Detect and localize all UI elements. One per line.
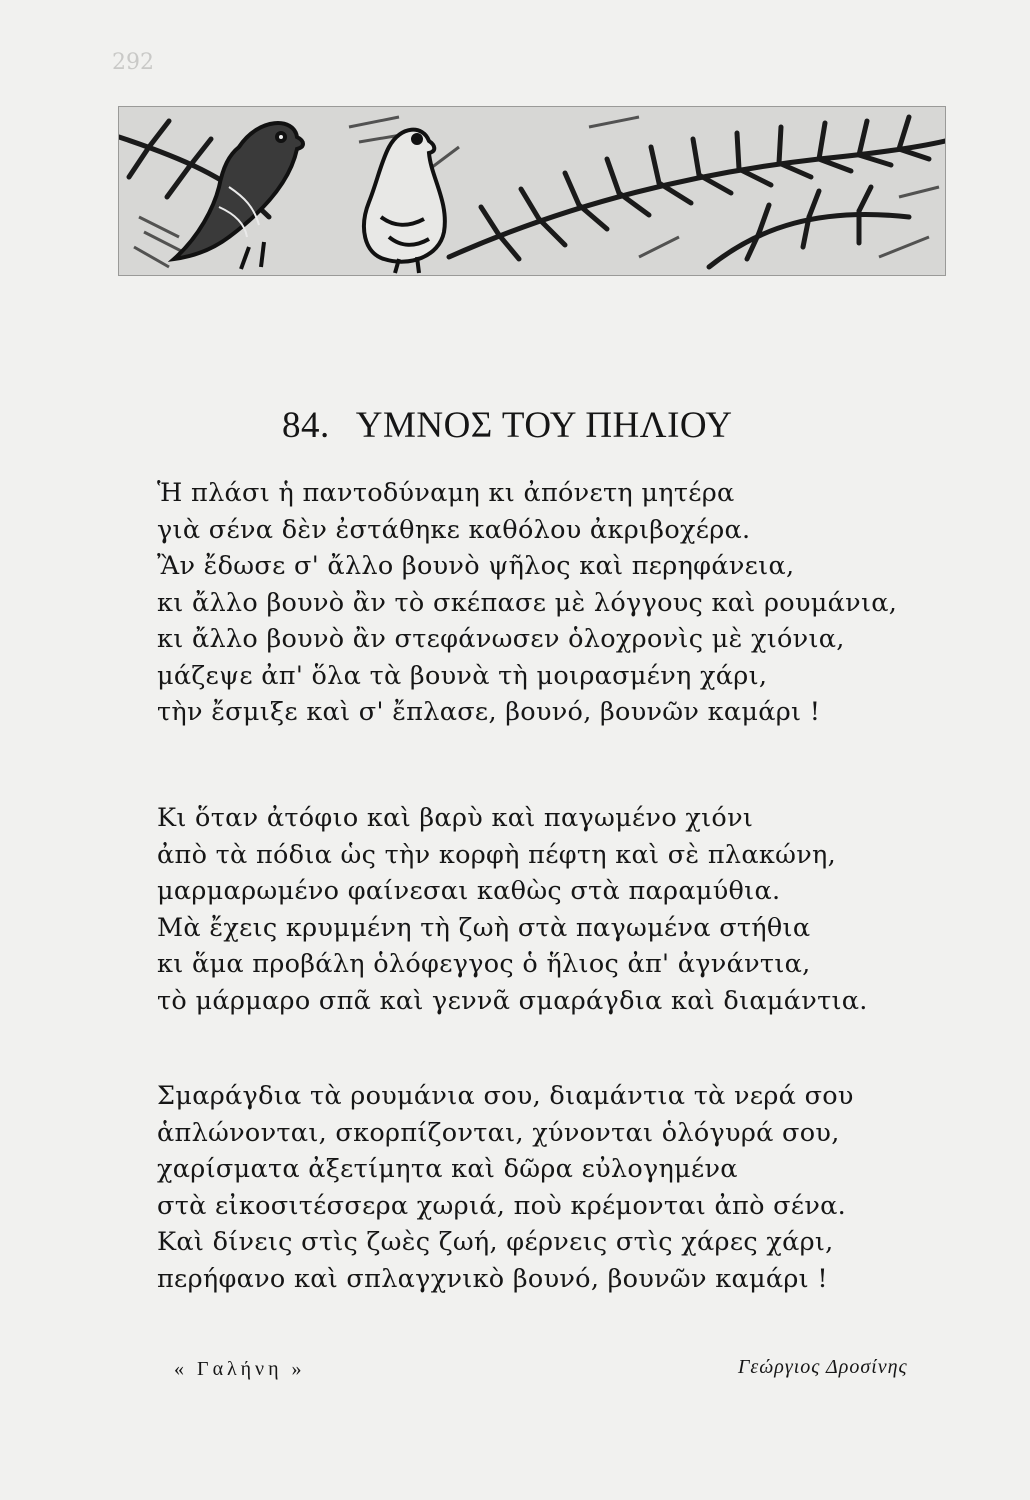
verse-line: μαρμαρωμένο φαίνεσαι καθὼς στὰ παραμύθια. (157, 876, 781, 906)
verse-line: Κι ὅταν ἀτόφιο καὶ βαρὺ καὶ παγωμένο χιόνι (157, 803, 754, 833)
poem-number: 84. (282, 405, 330, 446)
verse-line: κι ἄλλο βουνὸ ἂν στεφάνωσεν ὁλοχρονὶς μὲ χιόνια, (157, 624, 845, 654)
verse-line: Ἡ πλάσι ἡ παντοδύναμη κι ἀπόνετη μητέρα (157, 478, 735, 508)
source-collection: « Γαλήνη » (174, 1358, 306, 1380)
verse-line: στὰ εἰκοσιτέσσερα χωριά, ποὺ κρέμονται ἀπὸ σένα. (157, 1190, 847, 1221)
verse-line: Μὰ ἔχεις κρυμμένη τὴ ζωὴ στὰ παγωμένα στήθια (157, 912, 811, 943)
verse-line: περήφανο καὶ σπλαγχνικὸ βουνό, βουνῶν καμάρι ! (157, 1263, 828, 1294)
decorative-banner (118, 106, 946, 276)
verse-line: κι ἅμα προβάλη ὁλόφεγγος ὁ ἥλιος ἀπ' ἀγνάντια, (157, 949, 811, 979)
verse-line: Σμαράγδια τὰ ρουμάνια σου, διαμάντια τὰ νερά σου (157, 1081, 854, 1111)
stanza-2 (157, 800, 868, 1019)
verse-line: τὸ μάρμαρο σπᾶ καὶ γεννᾶ σμαράγδια καὶ διαμάντια. (157, 985, 868, 1016)
verse-line: μάζεψε ἀπ' ὅλα τὰ βουνὰ τὴ μοιρασμένη χάρι, (157, 660, 768, 691)
stanza-1 (157, 475, 897, 731)
verse-line: ἁπλώνονται, σκορπίζονται, χύνονται ὁλόγυρά σου, (157, 1117, 840, 1148)
verse-line: Ἂν ἔδωσε σ' ἄλλο βουνὸ ψῆλος καὶ περηφάνεια, (157, 551, 795, 581)
poem-title-text: ΥΜΝΟΣ ΤΟΥ ΠΗΛΙΟΥ (355, 405, 733, 446)
author-name: Γεώργιος Δροσίνης (738, 1356, 908, 1378)
verse-line: κι ἄλλο βουνὸ ἂν τὸ σκέπασε μὲ λόγγους καὶ ρουμάνια, (157, 587, 898, 618)
bird-icon (364, 130, 445, 273)
stanza-3 (157, 1078, 854, 1297)
verse-line: ἀπὸ τὰ πόδια ὡς τὴν κορφὴ πέφτη καὶ σὲ πλακώνη, (157, 839, 836, 870)
verse-line: γιὰ σένα δὲν ἐστάθηκε καθόλου ἀκριβοχέρα. (157, 514, 751, 545)
page-number: 292 (112, 50, 154, 75)
poem-title (282, 404, 733, 447)
verse-line: τὴν ἔσμιξε καὶ σ' ἔπλασε, βουνό, βουνῶν καμάρι ! (157, 697, 821, 727)
verse-line: Καὶ δίνεις στὶς ζωὲς ζωή, φέρνεις στὶς χάρες χάρι, (157, 1227, 834, 1257)
verse-line: χαρίσματα ἀξετίμητα καὶ δῶρα εὐλογημένα (157, 1154, 738, 1184)
bird-icon (174, 123, 303, 269)
